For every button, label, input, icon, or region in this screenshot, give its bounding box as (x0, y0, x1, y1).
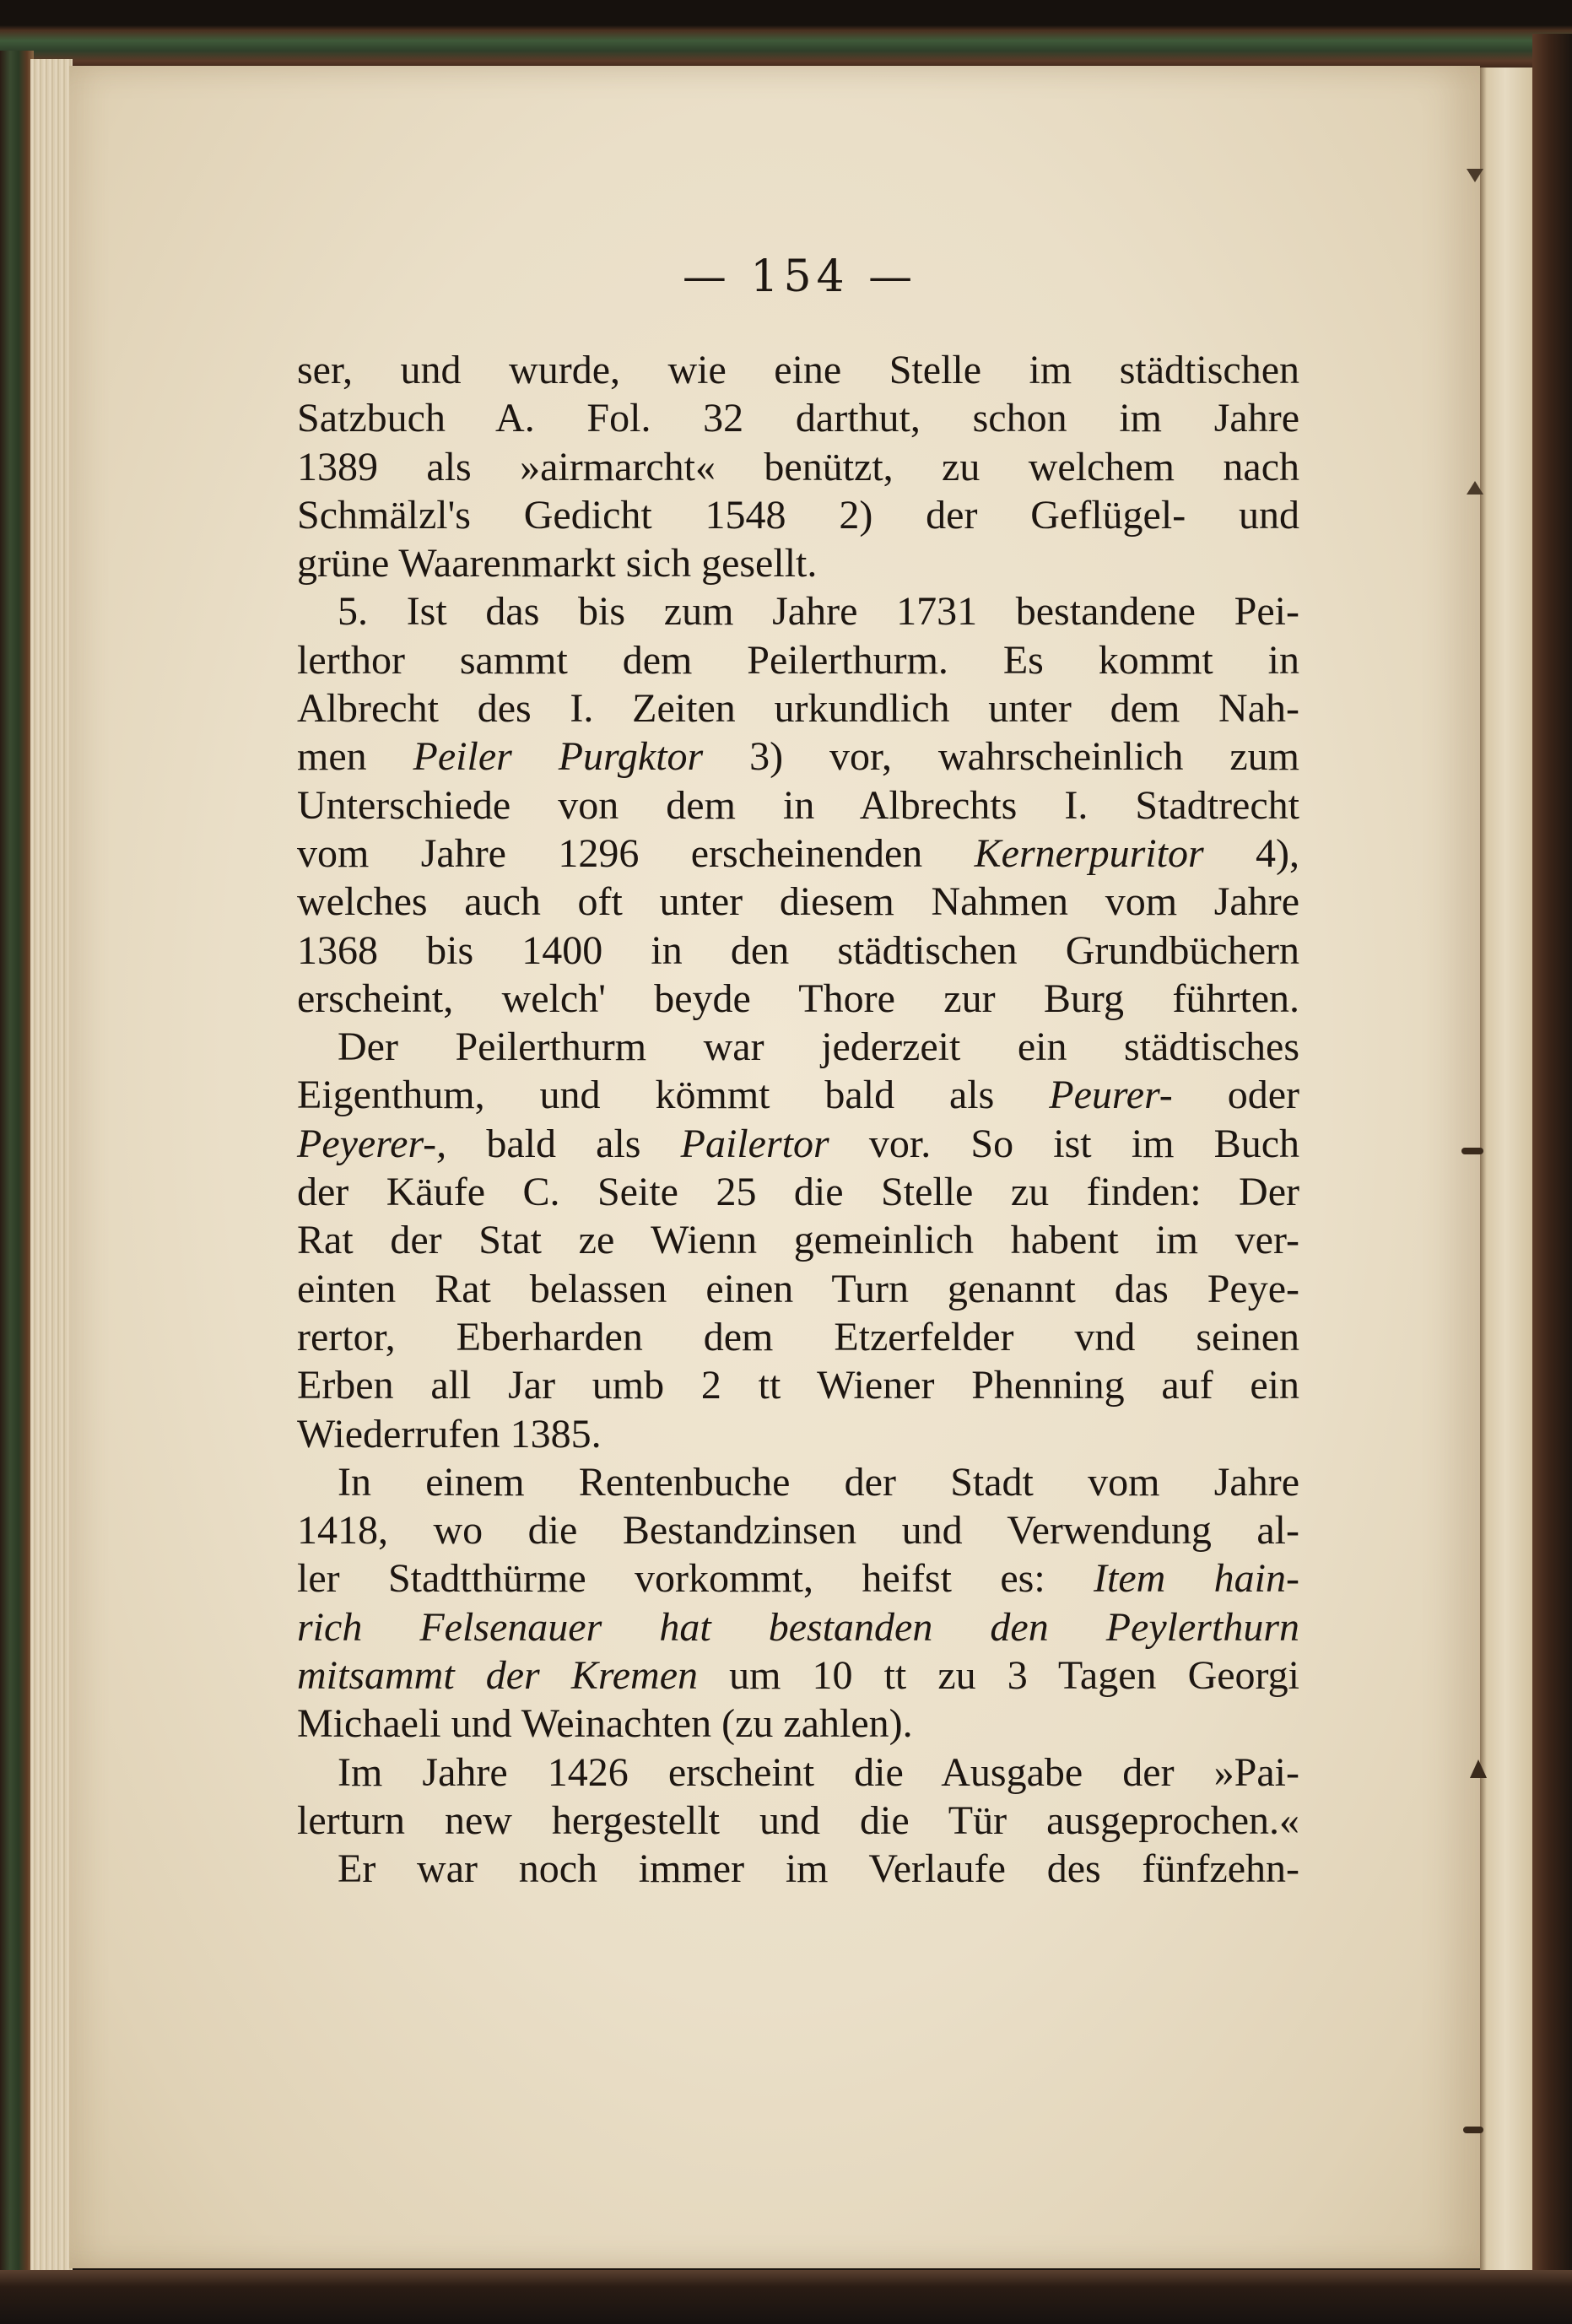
text-line: Im Jahre 1426 erscheint die Ausgabe der »Pai- (338, 1749, 1299, 1795)
italic-term: Item hain- (1094, 1556, 1300, 1602)
text-line (297, 1603, 1299, 1651)
text-line: 5. Ist das bis zum Jahre 1731 bestandene Pei- (338, 589, 1299, 635)
text-line: ser, und wurde, wie eine Stelle im städtischen (297, 348, 1299, 392)
page-number: — 154 — (682, 251, 918, 302)
italic-term: Pailertor (680, 1121, 829, 1166)
cover-top-edge (0, 0, 1572, 74)
margin-thread-mark (1467, 481, 1483, 495)
text-line: Erben all Jar umb 2 tt Wiener Phenning auf ein (297, 1363, 1299, 1408)
text-line: Satzbuch A. Fol. 32 darthut, schon im Jahre (297, 396, 1299, 441)
italic-term: Peyerer-, (297, 1121, 447, 1166)
text-line: grüne Waarenmarkt sich gesellt. (297, 541, 818, 586)
text-line: Er war noch immer im Verlaufe des fünfzehn- (338, 1846, 1299, 1892)
body-text (297, 346, 1299, 1894)
text-line: lerturn new hergestellt und die Tür ausgeprochen.« (297, 1797, 1299, 1843)
text-line: Michaeli und Weinachten (zu zahlen). (297, 1701, 913, 1747)
text-line: Der Peilerthurm war jederzeit ein städtisches (338, 1024, 1299, 1070)
italic-term: Peurer- (1049, 1073, 1173, 1118)
text-line: 1418, wo die Bestandzinsen und Verwendung al- (297, 1508, 1299, 1554)
text-line: Unterschiede von dem in Albrechts I. Stadtrecht (297, 782, 1299, 828)
text-line: welches auch oft unter diesem Nahmen vom Jahre (297, 879, 1299, 925)
italic-term: mitsammt der Kremen (297, 1653, 699, 1699)
text-line: 1389 als »airmarcht« benützt, zu welchem nach (297, 444, 1299, 489)
text-line: rertor, Eberharden dem Etzerfelder vnd seinen (297, 1314, 1299, 1359)
text-line: men Peiler Purgktor 3) vor, wahrscheinlich zum (297, 734, 1299, 780)
text-line: 1368 bis 1400 in den städtischen Grundbüchern (297, 927, 1299, 973)
text-line: lerthor sammt dem Peilerthurm. Es kommt in (297, 637, 1299, 683)
text-line: Peyerer-, bald als Pailertor vor. So ist im Buch (297, 1121, 1299, 1166)
text-line: Albrecht des I. Zeiten urkundlich unter dem Nah- (297, 686, 1299, 732)
text-line: mitsammt der Kremen um 10 tt zu 3 Tagen Georgi (297, 1653, 1299, 1699)
text-line: Schmälzl's Gedicht 1548 2) der Geflügel- und (297, 492, 1299, 538)
facing-page-edge (1480, 68, 1532, 2278)
margin-thread-mark (1470, 1759, 1487, 1778)
page-stack-edge (30, 59, 73, 2270)
text-line: einten Rat belassen einen Turn genannt das Peye- (297, 1266, 1299, 1311)
text-line: erscheint, welch' beyde Thore zur Burg führten. (297, 976, 1299, 1021)
margin-thread-mark (1467, 169, 1483, 182)
text-line: Wiederrufen 1385. (297, 1411, 602, 1457)
text-line: der Käufe C. Seite 25 die Stelle zu finden: Der (297, 1170, 1299, 1215)
italic-term: rich Felsenauer hat bestanden den Peylerthurn (297, 1604, 1299, 1650)
italic-term: Peiler Purgktor (413, 734, 704, 780)
cover-right-edge (1532, 34, 1572, 2312)
margin-thread-mark (1461, 1148, 1483, 1154)
cover-bottom-edge (0, 2270, 1572, 2324)
margin-thread-mark (1463, 2127, 1483, 2133)
text-line: vom Jahre 1296 erscheinenden Kernerpuritor 4), (297, 830, 1299, 876)
text-line: ler Stadtthürme vorkommt, heifst es: Item hain- (297, 1556, 1300, 1602)
text-line: Eigenthum, und kömmt bald als Peurer- oder (297, 1073, 1299, 1118)
text-line: Rat der Stat ze Wienn gemeinlich habent im ver- (297, 1218, 1299, 1263)
cover-left-edge (0, 51, 34, 2278)
italic-term: Kernerpuritor (974, 830, 1204, 876)
text-line: In einem Rentenbuche der Stadt vom Jahre (338, 1459, 1299, 1505)
